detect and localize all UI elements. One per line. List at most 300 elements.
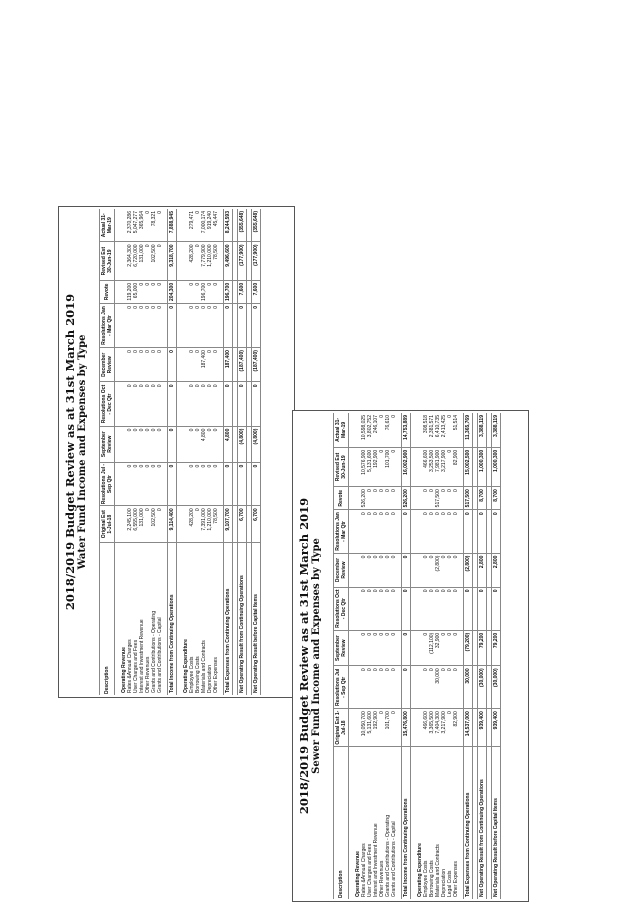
table-cell: 0	[224, 303, 233, 347]
table-cell: 7,391,000	[201, 506, 207, 543]
table-cell: 5,047,277	[133, 209, 139, 242]
total-row	[168, 209, 177, 695]
column-header: September Review	[100, 426, 115, 462]
table-cell: 0	[195, 242, 201, 280]
table-cell: 0	[133, 303, 139, 347]
row-label: Materials and Contracts	[435, 844, 441, 897]
table-cell	[181, 426, 189, 462]
table-cell: 1,210,000	[207, 506, 213, 543]
table-cell: 14,753,889	[402, 413, 411, 447]
row-label: Grants and Contributions - Operating	[385, 815, 391, 897]
table-cell: 0	[447, 447, 453, 486]
table-cell: 428,200	[189, 242, 195, 280]
table-cell: 45,447	[213, 209, 219, 242]
table-cell	[415, 709, 423, 747]
table-cell: 0	[133, 348, 139, 382]
table-cell: 308,518	[423, 413, 429, 447]
column-header: Revote	[100, 280, 115, 303]
table-cell: 0	[453, 510, 459, 553]
table-cell: 0	[453, 553, 459, 587]
table-cell: 0	[151, 382, 157, 426]
table-cell: 79,200	[492, 630, 501, 666]
table-cell: 0	[385, 666, 391, 709]
table-cell: 0	[367, 666, 373, 709]
table-cell: 1,000,300	[478, 447, 487, 486]
total-row	[478, 413, 487, 899]
table-cell: (177,900)	[252, 242, 261, 280]
table-cell: 0	[402, 510, 411, 553]
table-cell	[181, 506, 189, 543]
table-cell	[119, 280, 127, 303]
water-fund-table	[99, 209, 261, 695]
table-cell: 14,537,000	[464, 709, 473, 747]
table-cell: 192,900	[373, 447, 379, 486]
table-cell: 0	[367, 553, 373, 587]
table-cell: 5,131,600	[367, 709, 373, 747]
table-cell: 0	[391, 553, 397, 587]
table-cell: 0	[373, 630, 379, 666]
row-label: Employee Costs	[423, 860, 429, 897]
table-cell: 0	[127, 303, 133, 347]
table-cell: 0	[139, 280, 145, 303]
row-label: Materials and Contracts	[201, 640, 207, 693]
table-cell	[415, 413, 423, 447]
column-header: December Review	[334, 553, 349, 587]
column-header: Resolutions Jul - Sep Qtr	[101, 463, 113, 505]
table-cell: 0	[157, 382, 163, 426]
sewer-subtitle: Sewer Fund Income and Expenses by Type	[311, 538, 322, 774]
table-cell: 939,400	[492, 709, 501, 747]
table-cell: 0	[492, 587, 501, 630]
table-cell: 0	[429, 666, 435, 709]
row-label: Employee Costs	[189, 656, 195, 693]
total-row	[402, 413, 411, 899]
row-label: Total Income from Continuing Operations	[402, 747, 411, 900]
table-cell: 0	[145, 382, 151, 426]
table-cell: 6,700	[252, 506, 261, 543]
table-cell	[119, 303, 127, 347]
table-cell: 0	[391, 413, 397, 447]
table-cell: 0	[145, 348, 151, 382]
table-cell: 0	[367, 587, 373, 630]
table-cell: 0	[238, 303, 247, 347]
table-cell	[353, 587, 361, 630]
table-cell: (177,900)	[238, 242, 247, 280]
row-label: Total Income from Continuing Operations	[168, 543, 177, 696]
table-cell: 0	[379, 666, 385, 709]
table-cell: 0	[157, 242, 163, 280]
table-cell: 0	[447, 709, 453, 747]
table-cell: 0	[207, 303, 213, 347]
table-cell: 0	[402, 666, 411, 709]
table-cell: 517,500	[435, 487, 441, 510]
table-cell: 0	[391, 630, 397, 666]
row-label: Rates &Annual Charges	[127, 639, 133, 693]
row-label: Interest and Investment Revenue	[373, 823, 379, 897]
table-cell: 0	[447, 510, 453, 553]
section-heading-row	[119, 209, 127, 695]
section-heading-row	[181, 209, 189, 695]
row-label: Net Operating Result before Capital Items	[492, 747, 501, 900]
table-cell: 7,600	[252, 280, 261, 303]
table-cell: 2,800	[492, 553, 501, 587]
table-cell: 15,476,800	[402, 709, 411, 747]
table-cell	[353, 553, 361, 587]
table-cell: 0	[195, 280, 201, 303]
table-cell: 0	[423, 630, 429, 666]
table-cell	[181, 303, 189, 347]
section-heading: Operating Expenditure	[417, 843, 423, 897]
table-cell: 0	[385, 630, 391, 666]
row-label: Legal Costs	[447, 870, 453, 897]
table-cell: 0	[252, 462, 261, 506]
table-cell: 0	[139, 382, 145, 426]
table-cell: 0	[361, 553, 367, 587]
table-cell: 0	[402, 553, 411, 587]
table-cell: 526,200	[402, 487, 411, 510]
table-cell: 6,720,000	[133, 242, 139, 280]
section-heading: Operating Revenue	[355, 851, 361, 897]
table-cell: 9,318,700	[168, 242, 177, 280]
table-cell: 0	[213, 382, 219, 426]
table-cell: 131,000	[139, 242, 145, 280]
table-cell: 0	[145, 303, 151, 347]
table-cell: 0	[379, 413, 385, 447]
column-header: Resolutions Oct - Dec Qtr	[100, 382, 115, 426]
table-cell: 0	[441, 487, 447, 510]
table-cell: 0	[379, 630, 385, 666]
table-cell: 0	[151, 303, 157, 347]
table-cell: (355,648)	[252, 209, 261, 242]
table-cell	[415, 666, 423, 709]
water-title-block	[59, 207, 97, 697]
table-cell: 9,496,600	[224, 242, 233, 280]
table-cell	[181, 348, 189, 382]
table-cell: 0	[168, 426, 177, 462]
table-cell: 0	[391, 447, 397, 486]
total-row	[464, 413, 473, 899]
table-cell: 0	[195, 209, 201, 242]
table-cell	[353, 413, 361, 447]
column-header: December Review	[100, 348, 115, 382]
table-cell: 7,000,174	[201, 209, 207, 242]
table-cell: 279,471	[189, 209, 195, 242]
table-cell	[119, 506, 127, 543]
table-cell: 0	[447, 553, 453, 587]
table-cell: 0	[464, 510, 473, 553]
table-cell: 3,388,119	[478, 413, 487, 447]
table-cell: 0	[189, 280, 195, 303]
table-cell: 3,388,119	[492, 413, 501, 447]
table-cell: 0	[379, 709, 385, 747]
table-cell: 0	[168, 303, 177, 347]
table-cell: 8,244,593	[224, 209, 233, 242]
table-cell: 0	[453, 587, 459, 630]
table-cell: 2,800	[478, 553, 487, 587]
table-cell: 0	[453, 630, 459, 666]
row-label: Depreciation	[207, 664, 213, 693]
table-cell: 0	[195, 382, 201, 426]
table-cell	[415, 510, 423, 553]
table-cell: 0	[373, 487, 379, 510]
table-cell: 0	[201, 462, 207, 506]
table-cell: 428,200	[189, 506, 195, 543]
table-cell: 0	[238, 462, 247, 506]
table-cell: 0	[423, 553, 429, 587]
table-cell	[415, 447, 423, 486]
table-cell: 8,700	[492, 487, 501, 510]
table-cell: 0	[127, 426, 133, 462]
table-cell: 7,888,945	[168, 209, 177, 242]
table-cell: 919,240	[207, 209, 213, 242]
table-cell: (4,800)	[238, 426, 247, 462]
table-cell: 3,365,500	[429, 709, 435, 747]
table-cell: 0	[139, 348, 145, 382]
table-cell: 0	[213, 426, 219, 462]
table-cell	[119, 209, 127, 242]
table-cell: 0	[373, 553, 379, 587]
column-header: Resolutions Jan - Mar Qtr	[334, 510, 349, 553]
table-cell: 0	[391, 666, 397, 709]
total-row	[224, 209, 233, 695]
table-cell: 187,400	[201, 348, 207, 382]
row-label: Total Expenses from Continuing Operations	[224, 543, 233, 696]
table-cell: 131,000	[139, 506, 145, 543]
column-header: Description	[334, 747, 349, 900]
table-cell: (4,800)	[252, 426, 261, 462]
table-cell: 10,050,700	[361, 709, 367, 747]
table-cell: 0	[447, 413, 453, 447]
table-cell: 246,107	[373, 413, 379, 447]
table-cell: 0	[447, 487, 453, 510]
table-cell: 0	[195, 462, 201, 506]
table-cell	[119, 426, 127, 462]
table-cell: 0	[373, 666, 379, 709]
table-cell: 0	[435, 587, 441, 630]
table-cell: 0	[145, 506, 151, 543]
table-cell	[415, 587, 423, 630]
table-cell: 76,610	[385, 413, 391, 447]
table-cell: 365,964	[139, 209, 145, 242]
row-label: Grants and Contributions - Capital	[391, 821, 397, 897]
table-cell: 0	[429, 553, 435, 587]
table-cell: (112,100)	[429, 630, 435, 666]
table-cell: 196,700	[201, 280, 207, 303]
table-cell: (2,800)	[464, 553, 473, 587]
column-header: Description	[100, 543, 115, 696]
table-cell: 78,321	[151, 209, 157, 242]
table-cell: (79,200)	[464, 630, 473, 666]
table-cell: 0	[441, 630, 447, 666]
table-cell: 78,500	[213, 242, 219, 280]
table-cell: 10,598,025	[361, 413, 367, 447]
table-cell	[353, 630, 361, 666]
table-cell: 79,200	[478, 630, 487, 666]
table-cell: 0	[207, 426, 213, 462]
table-cell: 0	[478, 510, 487, 553]
table-cell: 101,700	[385, 447, 391, 486]
table-cell: 0	[139, 303, 145, 347]
row-label: Rates &Annual Charges	[361, 843, 367, 897]
table-cell: 16,002,900	[402, 447, 411, 486]
table-cell: (30,000)	[492, 666, 501, 709]
table-cell: 0	[441, 666, 447, 709]
water-subtitle: Water Fund Income and Expenses by Type	[77, 334, 88, 570]
header-row	[334, 413, 349, 899]
table-cell: 82,900	[453, 709, 459, 747]
column-header: Revised Est 30-Jun-19	[100, 242, 115, 280]
table-cell: 0	[168, 348, 177, 382]
table-cell: 0	[207, 382, 213, 426]
table-cell: 7,981,900	[435, 447, 441, 486]
table-cell: 526,200	[361, 487, 367, 510]
table-cell: 0	[391, 709, 397, 747]
table-cell: 0	[127, 348, 133, 382]
table-cell: 0	[195, 426, 201, 462]
table-cell: 102,500	[151, 506, 157, 543]
table-cell: 0	[361, 630, 367, 666]
table-cell: 0	[139, 426, 145, 462]
table-cell: 0	[464, 587, 473, 630]
table-cell: 1,000,300	[492, 447, 501, 486]
total-row	[492, 413, 501, 899]
table-cell: 0	[447, 666, 453, 709]
table-cell: 0	[379, 447, 385, 486]
table-cell: 0	[189, 382, 195, 426]
table-cell: 7,404,300	[435, 709, 441, 747]
table-cell: 0	[145, 242, 151, 280]
row-label: Interest and Investment Revenue	[139, 619, 145, 693]
table-cell: 65,000	[133, 280, 139, 303]
table-cell: 0	[207, 280, 213, 303]
table-cell: 0	[213, 303, 219, 347]
header-row	[100, 209, 115, 695]
table-cell	[119, 382, 127, 426]
table-cell: (355,648)	[238, 209, 247, 242]
row-label: Net Operating Result before Capital Items	[252, 543, 261, 696]
table-cell: 0	[252, 303, 261, 347]
table-cell: 0	[361, 510, 367, 553]
table-cell: 0	[361, 587, 367, 630]
table-cell	[181, 382, 189, 426]
table-cell: 7,600	[238, 280, 247, 303]
table-cell: 0	[207, 348, 213, 382]
table-cell	[181, 209, 189, 242]
section-heading-row	[353, 413, 361, 899]
table-cell: 192,900	[373, 709, 379, 747]
table-cell: 0	[435, 510, 441, 553]
table-cell: 0	[201, 382, 207, 426]
column-header: Actual 31-Mar-19	[100, 209, 115, 242]
row-label: Other Expenses	[213, 657, 219, 693]
row-label: Net Operating Result from Continuing Operations	[238, 543, 247, 696]
table-cell: 7,779,900	[201, 242, 207, 280]
table-cell: 4,800	[201, 426, 207, 462]
table-cell: 0	[379, 487, 385, 510]
table-cell: 51,514	[453, 413, 459, 447]
table-cell: 0	[423, 487, 429, 510]
table-cell	[181, 462, 189, 506]
table-cell	[353, 510, 361, 553]
table-cell	[181, 280, 189, 303]
table-cell: 0	[385, 510, 391, 553]
table-cell: 187,400	[224, 348, 233, 382]
row-label: Borrowing Costs	[429, 860, 435, 897]
table-cell: 466,600	[423, 709, 429, 747]
table-cell: (2,800)	[435, 553, 441, 587]
section-heading: Operating Revenue	[121, 647, 127, 693]
table-cell: 2,413,425	[441, 413, 447, 447]
column-header: Original Est 1-Jul-18	[335, 710, 347, 745]
table-cell	[415, 553, 423, 587]
table-cell: 0	[145, 280, 151, 303]
water-fund-sheet	[58, 206, 295, 698]
table-cell: 0	[127, 462, 133, 506]
table-cell: 3,802,752	[367, 413, 373, 447]
table-cell	[181, 242, 189, 280]
table-cell: 0	[391, 487, 397, 510]
table-cell: 466,600	[423, 447, 429, 486]
table-cell	[415, 630, 423, 666]
sewer-title-block	[293, 411, 331, 901]
table-cell: 0	[168, 462, 177, 506]
table-cell: 0	[492, 510, 501, 553]
table-cell: 0	[213, 280, 219, 303]
table-cell: 0	[238, 382, 247, 426]
table-cell: 30,000	[464, 666, 473, 709]
table-cell: 0	[224, 382, 233, 426]
table-cell: 0	[478, 587, 487, 630]
table-cell: 101,700	[385, 709, 391, 747]
table-cell: 2,364,300	[127, 242, 133, 280]
table-cell: 5,131,600	[367, 447, 373, 486]
table-cell: 0	[402, 630, 411, 666]
sewer-fund-sheet	[292, 410, 529, 902]
table-cell: 0	[423, 666, 429, 709]
section-heading: Operating Expenditure	[183, 639, 189, 693]
table-cell: 0	[367, 630, 373, 666]
table-cell: 0	[213, 462, 219, 506]
row-label: Other Revenues	[145, 656, 151, 693]
table-cell: 0	[195, 506, 201, 543]
table-cell: 0	[224, 462, 233, 506]
table-cell	[353, 709, 361, 747]
table-cell: 102,500	[151, 242, 157, 280]
table-cell: 6,410,735	[435, 413, 441, 447]
table-cell: 0	[157, 303, 163, 347]
column-header: Original Est 1-Jul-18	[100, 506, 115, 543]
sewer-title: 2018/2019 Budget Review as at 31st March 2019	[297, 497, 311, 815]
table-cell: 0	[127, 382, 133, 426]
table-cell: 196,700	[224, 280, 233, 303]
table-cell: 0	[157, 209, 163, 242]
column-header: Resolutions Oct - Dec Qtr	[334, 587, 349, 630]
table-cell: 0	[402, 587, 411, 630]
table-cell: 3,217,900	[441, 709, 447, 747]
row-label: Total Expenses from Continuing Operations	[464, 747, 473, 900]
table-cell: 0	[391, 587, 397, 630]
table-cell: (30,000)	[478, 666, 487, 709]
table-cell: 0	[201, 303, 207, 347]
section-heading-row	[415, 413, 423, 899]
table-cell: (187,400)	[238, 348, 247, 382]
total-row	[238, 209, 247, 695]
table-cell: 0	[441, 587, 447, 630]
row-label: User Charges and Fees	[367, 843, 373, 897]
table-cell: 0	[145, 462, 151, 506]
table-cell: 0	[195, 303, 201, 347]
table-cell: 0	[195, 348, 201, 382]
